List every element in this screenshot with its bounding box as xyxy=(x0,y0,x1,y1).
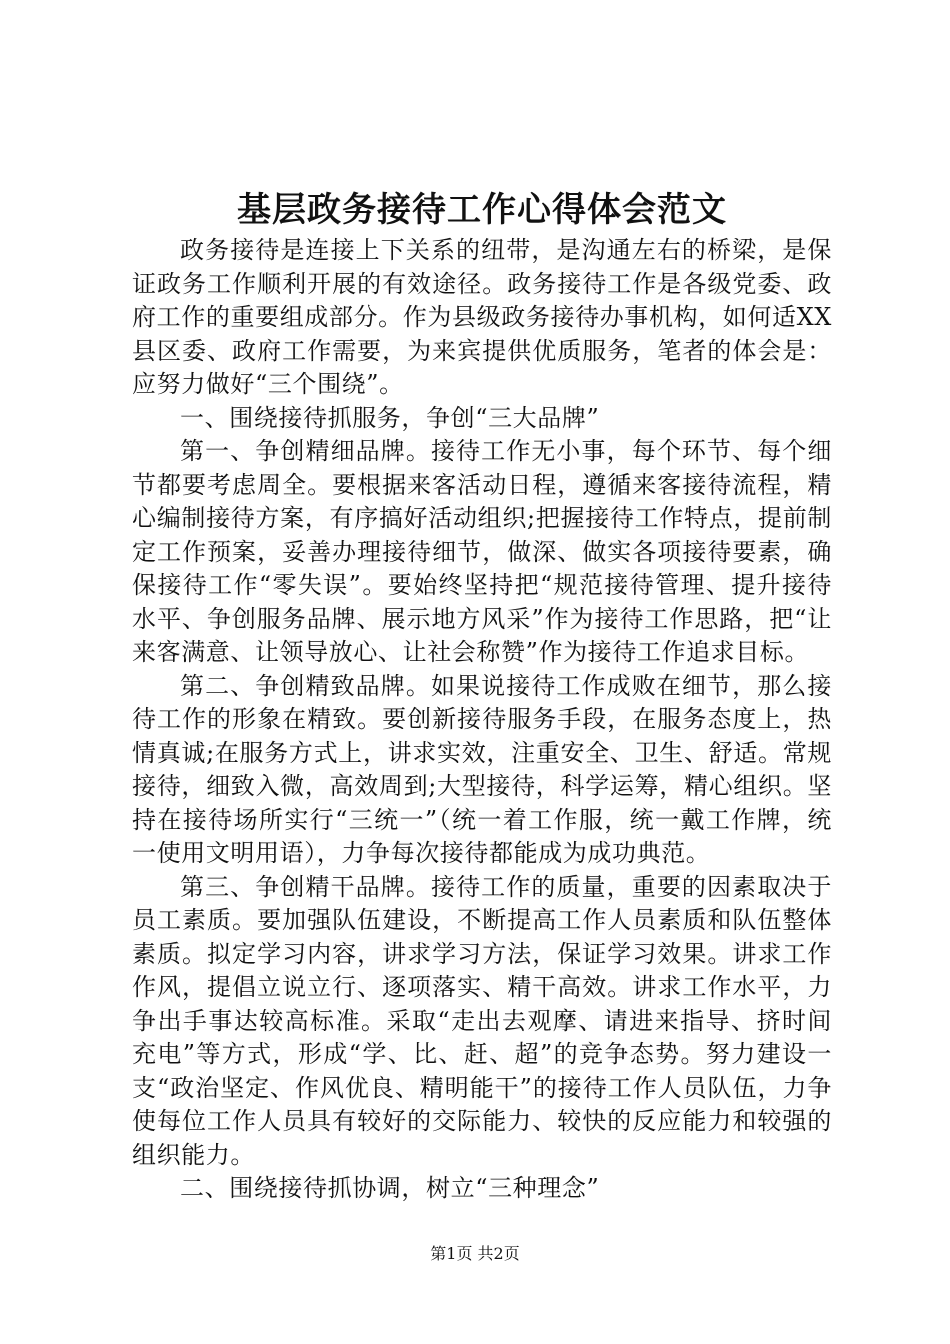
paragraph-intro: 政务接待是连接上下关系的纽带，是沟通左右的桥梁，是保证政务工作顺利开展的有效途径。政务接待工作是各级党委、政府工作的重要组成部分。作为县级政务接待办事机构，如何适XX县区委、政府工作需要，为来宾提供优质服务，笔者的体会是：应努力做好“三个围绕”。 xyxy=(132,236,832,398)
section-heading-2: 二、围绕接待抓协调，树立“三种理念” xyxy=(180,1174,600,1202)
paragraph-second: 第二、争创精致品牌。如果说接待工作成败在细节，那么接待工作的形象在精致。要创新接待服务手段，在服务态度上，热情真诚;在服务方式上，讲求实效，注重安全、卫生、舒适。常规接待，细致入微，高效周到;大型接待，科学运筹，精心组织。坚持在接待场所实行“三统一”（统一着工作服，统一戴工作牌，统一使用文明用语），力争每次接待都能成为成功典范。 xyxy=(132,671,832,867)
paragraph-first: 第一、争创精细品牌。接待工作无小事，每个环节、每个细节都要考虑周全。要根据来客活动日程，遵循来客接待流程，精心编制接待方案，有序搞好活动组织;把握接待工作特点，提前制定工作预案，妥善办理接待细节，做深、做实各项接待要素，确保接待工作“零失误”。要始终坚持把“规范接待管理、提升接待水平、争创服务品牌、展示地方风采”作为接待工作思路，把“让来客满意、让领导放心、让社会称赞”作为接待工作追求目标。 xyxy=(132,437,832,666)
page-footer: 第1页 共2页 xyxy=(430,1244,520,1263)
document-title: 基层政务接待工作心得体会范文 xyxy=(237,190,727,230)
paragraph-third: 第三、争创精干品牌。接待工作的质量，重要的因素取决于员工素质。要加强队伍建设，不断提高工作人员素质和队伍整体素质。拟定学习内容，讲求学习方法，保证学习效果。讲求工作作风，提倡立说立行、逐项落实、精干高效。讲求工作水平，力争出手事达较高标准。采取“走出去观摩、请进来指导、挤时间充电”等方式，形成“学、比、赶、超”的竞争态势。努力建设一支“政治坚定、作风优良、精明能干”的接待工作人员队伍，力争使每位工作人员具有较好的交际能力、较快的反应能力和较强的组织能力。 xyxy=(132,872,832,1169)
section-heading-1: 一、围绕接待抓服务，争创“三大品牌” xyxy=(180,403,600,432)
document-page xyxy=(132,188,832,1206)
